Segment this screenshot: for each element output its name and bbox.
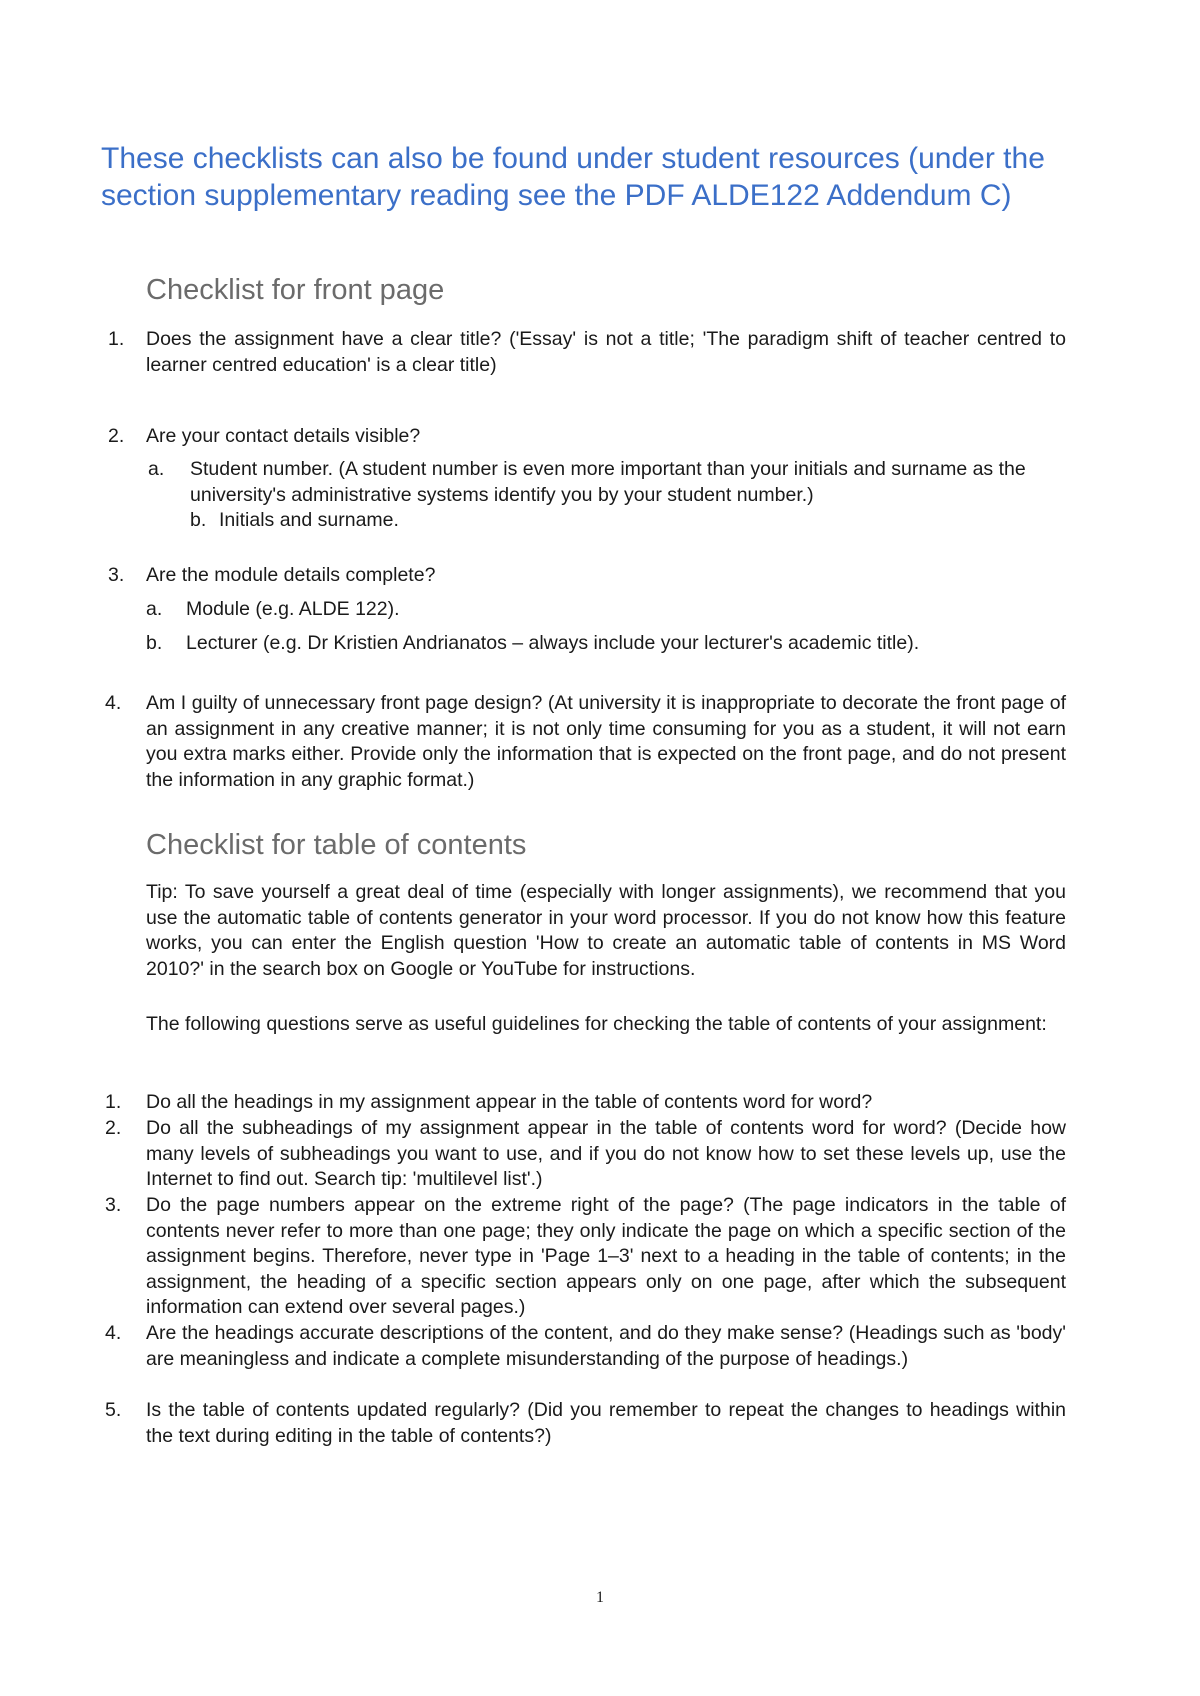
toc-item-number: 1. [105, 1091, 122, 1113]
toc-heading: Checklist for table of contents [146, 829, 527, 861]
toc-intro: The following questions serve as useful guidelines for checking the table of contents of your assignment: [146, 1013, 1047, 1035]
toc-tip: Tip: To save yourself a great deal of time (especially with longer assignments), we recommend that you use the automatic table of contents generator in your word processor. If you do not know how this feature works, you can enter the English question 'How to create an automatic table of contents in MS Word 2010?' in the search box on Google or YouTube for instructions. [146, 881, 1066, 980]
front-item-text: Are the module details complete? [146, 564, 436, 586]
front-subitem-text: Initials and surname. [219, 509, 399, 531]
front-subitem-text: Module (e.g. ALDE 122). [186, 598, 400, 620]
front-subitem-text: Student number. (A student number is even more important than your initials and surname as the university's administrative systems identify you by your student number.) [190, 458, 1026, 506]
toc-item-text: Do all the subheadings of my assignment appear in the table of contents word for word? (Decide how many levels of subheadings you want to use, and if you do not know how to set these levels up, use the Internet to find out. Search tip: 'multilevel list'.) [146, 1117, 1066, 1190]
toc-item-number: 5. [105, 1399, 122, 1421]
front-item-number: 4. [105, 692, 122, 714]
toc-item-text: Are the headings accurate descriptions of the content, and do they make sense? (Headings such as 'body' are meaningless and indicate a complete misunderstanding of the purpose of headings.) [146, 1322, 1066, 1370]
front-subitem-letter: a. [146, 598, 163, 620]
toc-item-number: 2. [105, 1117, 122, 1139]
front-subitem-text: Lecturer (e.g. Dr Kristien Andrianatos – always include your lecturer's academic title). [186, 632, 920, 654]
front-subitem-letter: a. [148, 458, 165, 480]
front-item-number: 1. [108, 328, 125, 350]
front-item-number: 2. [108, 425, 125, 447]
toc-item-text: Do the page numbers appear on the extreme right of the page? (The page indicators in the table of contents never refer to more than one page; they only indicate the page on which a specific section of the assignment begins. Therefore, never type in 'Page 1–3' next to a heading in the table of contents; in the assignment, the heading of a specific section appears only on one page, after which the subsequent information can extend over several pages.) [146, 1194, 1066, 1318]
toc-item-number: 3. [105, 1194, 122, 1216]
toc-item-number: 4. [105, 1322, 122, 1344]
front-item-number: 3. [108, 564, 125, 586]
front-item-text: Does the assignment have a clear title? ('Essay' is not a title; 'The paradigm shift of teacher centred to learner centred education' is a clear title) [146, 328, 1066, 376]
front-item-text: Are your contact details visible? [146, 425, 421, 447]
page-number: 1 [596, 1589, 604, 1606]
intro-note: These checklists can also be found under student resources (under the section supplementary reading see the PDF ALDE122 Addendum C) [101, 142, 1045, 212]
front-item-text: Am I guilty of unnecessary front page design? (At university it is inappropriate to decorate the front page of an assignment in any creative manner; it is not only time consuming for you as a student, it will not earn you extra marks either. Provide only the information that is expected on the front page, and do not present the information in any graphic format.) [146, 692, 1066, 791]
front-subitem-letter: b. [146, 632, 163, 654]
toc-item-text: Do all the headings in my assignment appear in the table of contents word for word? [146, 1091, 873, 1113]
front-page-heading: Checklist for front page [146, 274, 445, 306]
front-subitem-letter: b. [190, 509, 207, 531]
toc-item-text: Is the table of contents updated regularly? (Did you remember to repeat the changes to headings within the text during editing in the table of contents?) [146, 1399, 1066, 1447]
